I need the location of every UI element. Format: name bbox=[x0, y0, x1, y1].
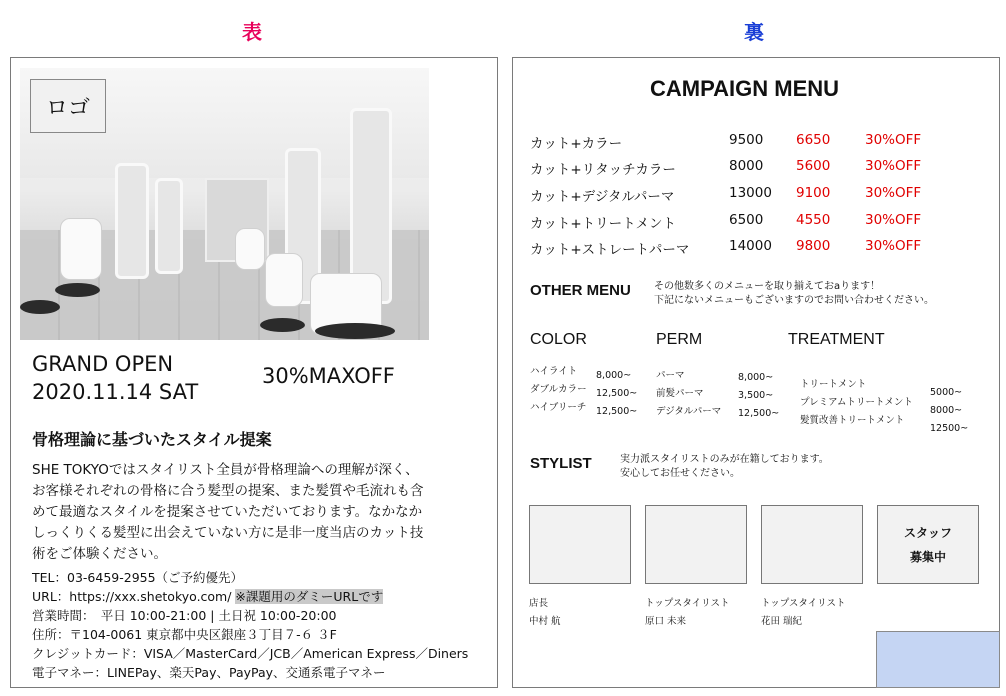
recruit-line: 募集中 bbox=[909, 549, 946, 564]
menu-price: 13000 bbox=[729, 185, 772, 201]
staff-caption bbox=[761, 595, 845, 631]
treatment-title: TREATMENT bbox=[788, 331, 885, 348]
description-line: しっくりくる髪型に出会えていない方に是非一度当店のカット技 bbox=[32, 525, 424, 541]
other-menu-note bbox=[654, 280, 994, 308]
recruit-box bbox=[877, 505, 979, 584]
staff-photo bbox=[529, 505, 631, 584]
url-note: ※課題用のダミーURLです bbox=[235, 589, 384, 604]
menu-off: 30%OFF bbox=[865, 158, 922, 174]
credit-cards: クレジットカード：VISA／MasterCard／JCB／American Express／Diners bbox=[32, 646, 469, 661]
menu-price: 12500~ bbox=[930, 423, 969, 434]
perm-items bbox=[656, 367, 721, 421]
menu-item: ダブルカラー bbox=[530, 384, 587, 395]
menu-price: 8000~ bbox=[930, 405, 963, 416]
staff-photo bbox=[645, 505, 747, 584]
menu-item: パーマ bbox=[656, 370, 685, 381]
menu-price: 8,000~ bbox=[596, 370, 632, 381]
campaign-title: CAMPAIGN MENU bbox=[650, 76, 840, 101]
treatment-items bbox=[800, 376, 913, 430]
note-line: 実力派スタイリストのみが在籍しております。 bbox=[620, 454, 829, 465]
discount-text: 30%MAXOFF bbox=[262, 364, 395, 388]
stylist-note bbox=[620, 453, 980, 481]
menu-item: ハイライト bbox=[530, 366, 578, 377]
menu-name: カット+トリートメント bbox=[530, 216, 677, 232]
shop-info bbox=[32, 568, 492, 682]
e-money: 電子マネー：LINEPay、楽天Pay、PayPay、交通系電子マネー bbox=[32, 665, 386, 680]
address: 住所：〒104-0061 東京都中央区銀座３丁目７-６ ３F bbox=[32, 627, 337, 642]
menu-price: 12,500~ bbox=[596, 406, 638, 417]
headline: 骨格理論に基づいたスタイル提案 bbox=[32, 430, 272, 449]
menu-name: カット+カラー bbox=[530, 136, 623, 152]
hours: 営業時間： 平日 10:00-21:00 | 土日祝 10:00-20:00 bbox=[32, 608, 337, 623]
menu-price: 3,500~ bbox=[738, 390, 774, 401]
corner-block bbox=[876, 631, 1000, 688]
description-line: SHE TOKYOではスタイリスト全員が骨格理論への理解が深く、 bbox=[32, 462, 419, 478]
description-line: めて最適なスタイルを提案させていただいております。なかなか bbox=[32, 504, 423, 520]
menu-price: 14000 bbox=[729, 238, 772, 254]
staff-name: 原口 未来 bbox=[645, 616, 687, 627]
note-line: その他数多くのメニューを取り揃えておaります！ bbox=[654, 281, 881, 292]
perm-title: PERM bbox=[656, 331, 703, 348]
menu-item: トリートメント bbox=[800, 379, 867, 390]
staff-photo bbox=[761, 505, 863, 584]
front-label: 表 bbox=[242, 20, 262, 44]
description-line: 術をご体験ください。 bbox=[32, 546, 167, 562]
staff-role: トップスタイリスト bbox=[645, 598, 730, 609]
menu-item: デジタルパーマ bbox=[656, 406, 722, 417]
color-prices bbox=[596, 367, 637, 421]
staff-name: 花田 瑞紀 bbox=[761, 616, 803, 627]
menu-name: カット+リタッチカラー bbox=[530, 162, 676, 178]
menu-price: 9500 bbox=[729, 132, 764, 148]
menu-price: 12,500~ bbox=[596, 388, 638, 399]
menu-off: 30%OFF bbox=[865, 132, 922, 148]
back-label: 裏 bbox=[744, 20, 764, 44]
menu-sale-price: 9100 bbox=[796, 185, 831, 201]
menu-sale-price: 9800 bbox=[796, 238, 831, 254]
menu-price: 8000 bbox=[729, 158, 764, 174]
color-items bbox=[530, 363, 587, 417]
description-line: お客様それぞれの骨格に合う髪型の提案、また髪質や毛流れも含 bbox=[32, 483, 424, 499]
menu-item: 髪質改善トリートメント bbox=[800, 415, 905, 426]
menu-price: 5000~ bbox=[930, 387, 963, 398]
menu-sale-price: 5600 bbox=[796, 158, 831, 174]
other-menu-title: OTHER MENU bbox=[530, 282, 631, 299]
open-date: 2020.11.14 SAT bbox=[32, 380, 199, 404]
menu-price: 12,500~ bbox=[738, 408, 780, 419]
url[interactable]: URL：https://xxx.shetokyo.com/ bbox=[32, 589, 236, 604]
note-line: 安心してお任せください。 bbox=[620, 468, 740, 479]
staff-caption bbox=[529, 595, 561, 631]
menu-price: 6500 bbox=[729, 212, 764, 228]
menu-sale-price: 4550 bbox=[796, 212, 831, 228]
staff-role: トップスタイリスト bbox=[761, 598, 846, 609]
staff-name: 中村 航 bbox=[529, 616, 561, 627]
menu-name: カット+デジタルパーマ bbox=[530, 189, 675, 205]
menu-name: カット+ストレートパーマ bbox=[530, 242, 690, 258]
url-line bbox=[32, 587, 492, 606]
logo-placeholder: ロゴ bbox=[30, 79, 106, 133]
note-line: 下記にないメニューもございますのでお問い合わせください。 bbox=[654, 295, 934, 306]
color-title: COLOR bbox=[530, 331, 587, 348]
menu-item: 前髪パーマ bbox=[656, 388, 704, 399]
menu-off: 30%OFF bbox=[865, 212, 922, 228]
menu-item: プレミアムトリートメント bbox=[800, 397, 913, 408]
menu-off: 30%OFF bbox=[865, 185, 922, 201]
treatment-prices bbox=[930, 384, 968, 438]
staff-caption bbox=[645, 595, 729, 631]
description bbox=[32, 460, 492, 565]
menu-off: 30%OFF bbox=[865, 238, 922, 254]
menu-item: ハイブリーチ bbox=[530, 402, 587, 413]
grand-open-text: GRAND OPEN bbox=[32, 352, 174, 376]
perm-prices bbox=[738, 369, 779, 423]
tel: TEL：03-6459-2955（ご予約優先） bbox=[32, 570, 244, 585]
menu-sale-price: 6650 bbox=[796, 132, 831, 148]
staff-role: 店長 bbox=[529, 598, 549, 609]
recruit-line: スタッフ bbox=[903, 525, 952, 540]
menu-price: 8,000~ bbox=[738, 372, 774, 383]
stylist-title: STYLIST bbox=[530, 455, 592, 472]
